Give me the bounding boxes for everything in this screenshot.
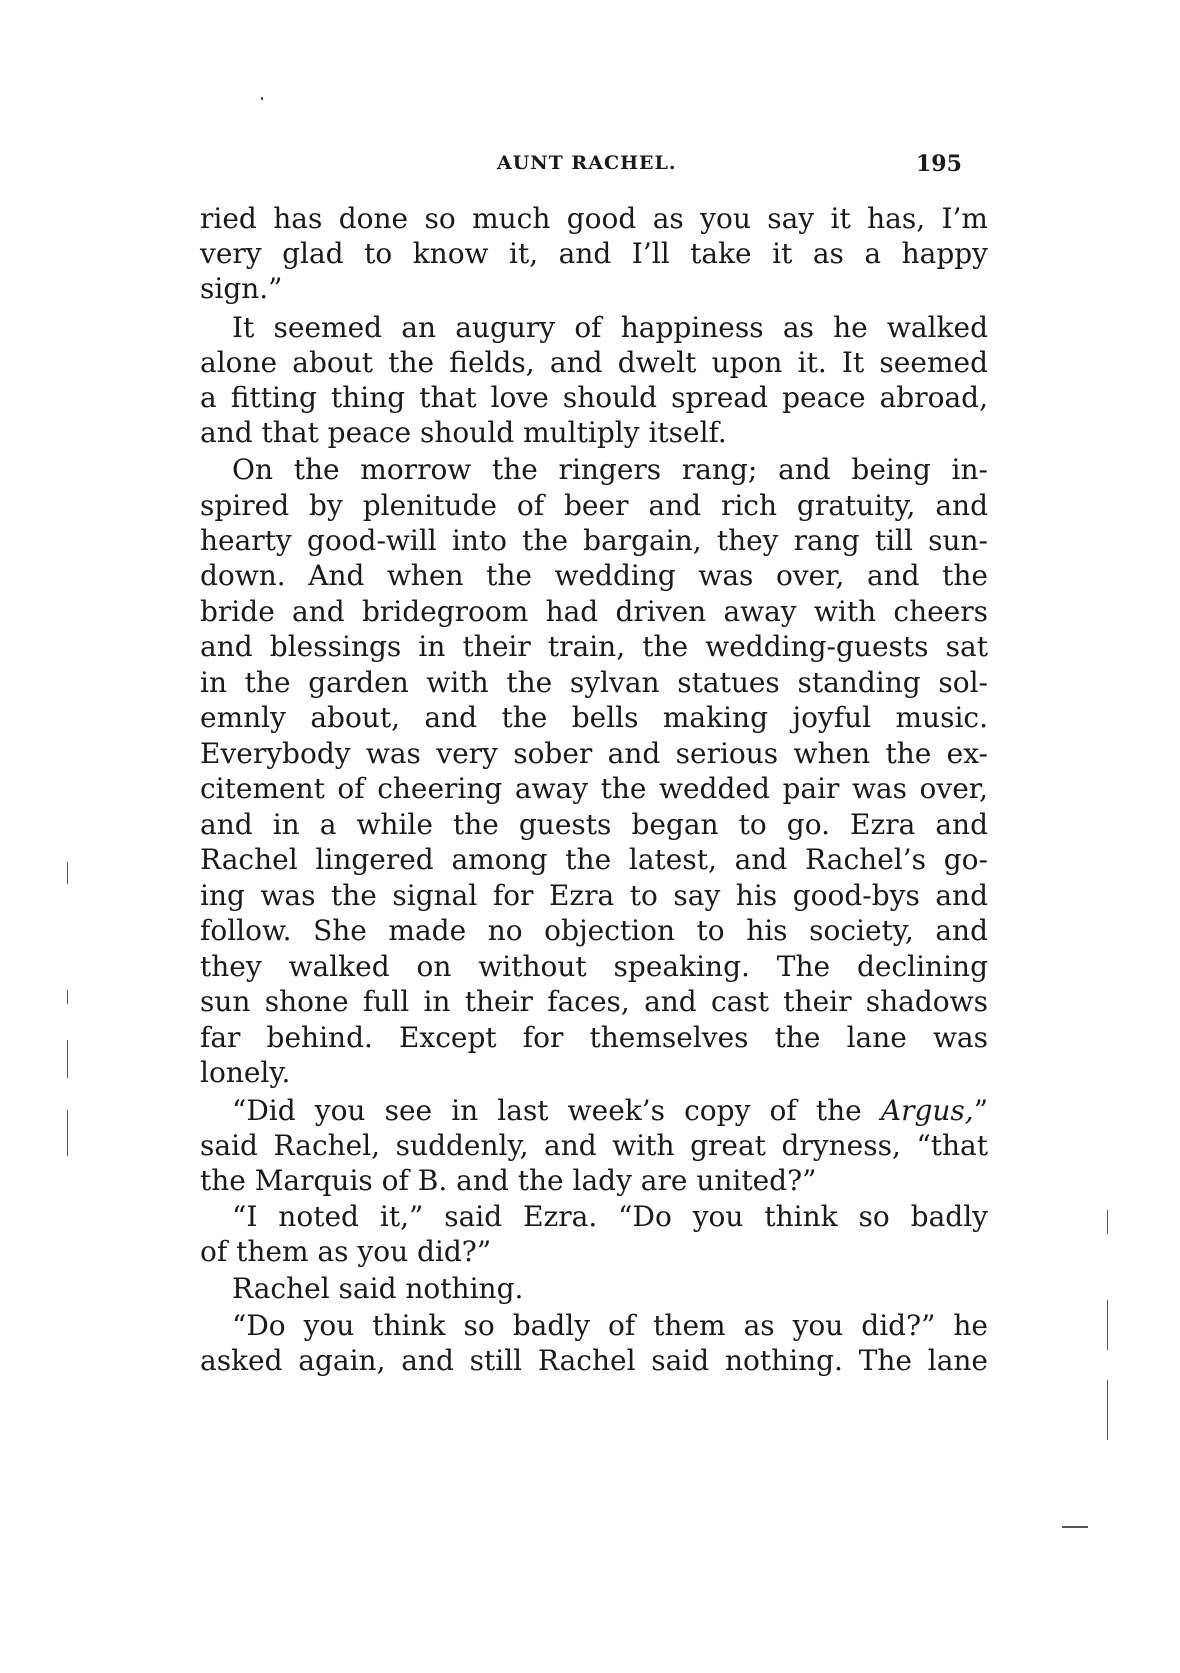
scan-margin-mark bbox=[1107, 1300, 1108, 1350]
text-line: emnly about, and the bells making joyful music. bbox=[200, 701, 988, 734]
text-line: ing was the signal for Ezra to say his good-bys and bbox=[200, 879, 988, 912]
scan-margin-mark bbox=[1107, 1380, 1108, 1440]
text-line: and that peace should multiply itself. bbox=[200, 416, 727, 449]
text-line: and blessings in their train, the wedding-guests sat bbox=[200, 630, 988, 663]
text-line: hearty good-will into the bargain, they rang till sun- bbox=[200, 524, 988, 557]
scan-margin-mark bbox=[67, 1110, 68, 1156]
scan-margin-mark bbox=[1107, 1210, 1108, 1234]
text-line: down. And when the wedding was over, and the bbox=[200, 559, 988, 592]
text-line: the Marquis of B. and the lady are united?” bbox=[200, 1164, 817, 1197]
text-line: a fitting thing that love should spread peace abroad, bbox=[200, 381, 988, 414]
text-line: “Do you think so badly of them as you did?” he bbox=[232, 1309, 988, 1342]
running-title: AUNT RACHEL. bbox=[497, 152, 677, 174]
text-line: “I noted it,” said Ezra. “Do you think so badly bbox=[232, 1200, 988, 1233]
text-line: far behind. Except for themselves the lane was bbox=[200, 1021, 988, 1054]
text-line: lonely. bbox=[200, 1056, 291, 1089]
text-line: in the garden with the sylvan statues standing sol- bbox=[200, 666, 988, 699]
running-header bbox=[0, 152, 1180, 182]
text-line: sign.” bbox=[200, 272, 283, 305]
text-line: sun shone full in their faces, and cast their shadows bbox=[200, 985, 988, 1018]
text-line: of them as you did?” bbox=[200, 1235, 492, 1268]
text-line: asked again, and still Rachel said nothing. The lane bbox=[200, 1344, 988, 1377]
text-line: and in a while the guests began to go. Ezra and bbox=[200, 808, 988, 841]
text-line: follow. She made no objection to his society, and bbox=[200, 914, 988, 947]
closing-quote: ” bbox=[973, 1094, 989, 1127]
text-line: It seemed an augury of happiness as he walked bbox=[232, 311, 988, 344]
scan-speck bbox=[261, 97, 263, 100]
scan-margin-dash bbox=[1062, 1526, 1088, 1528]
text-line: citement of cheering away the wedded pair was over, bbox=[200, 772, 988, 805]
text-line: very glad to know it, and I’ll take it as a happy bbox=[200, 237, 988, 270]
text-line: spired by plenitude of beer and rich gratuity, and bbox=[200, 489, 988, 522]
scan-margin-mark bbox=[67, 1040, 68, 1078]
text-line: bride and bridegroom had driven away with cheers bbox=[200, 595, 988, 628]
text-line: On the morrow the ringers rang; and being in- bbox=[232, 453, 988, 486]
text-line: ried has done so much good as you say it has, I’m bbox=[200, 202, 988, 235]
scan-margin-mark bbox=[67, 990, 68, 1004]
text-line: said Rachel, suddenly, and with great dryness, “that bbox=[200, 1129, 988, 1162]
scan-margin-mark bbox=[67, 862, 68, 884]
text-line: alone about the fields, and dwelt upon it. It seemed bbox=[200, 346, 988, 379]
text-line: Rachel said nothing. bbox=[232, 1272, 524, 1305]
text-line: they walked on without speaking. The declining bbox=[200, 950, 988, 983]
newspaper-title: Argus, bbox=[880, 1094, 974, 1127]
page-number: 195 bbox=[916, 151, 962, 177]
text-line: Rachel lingered among the latest, and Rachel’s go- bbox=[200, 843, 988, 876]
text-segment: “Did you see in last week’s copy of the bbox=[232, 1094, 862, 1127]
text-line: Everybody was very sober and serious when the ex- bbox=[200, 737, 988, 770]
text-line-argus bbox=[232, 1092, 988, 1130]
